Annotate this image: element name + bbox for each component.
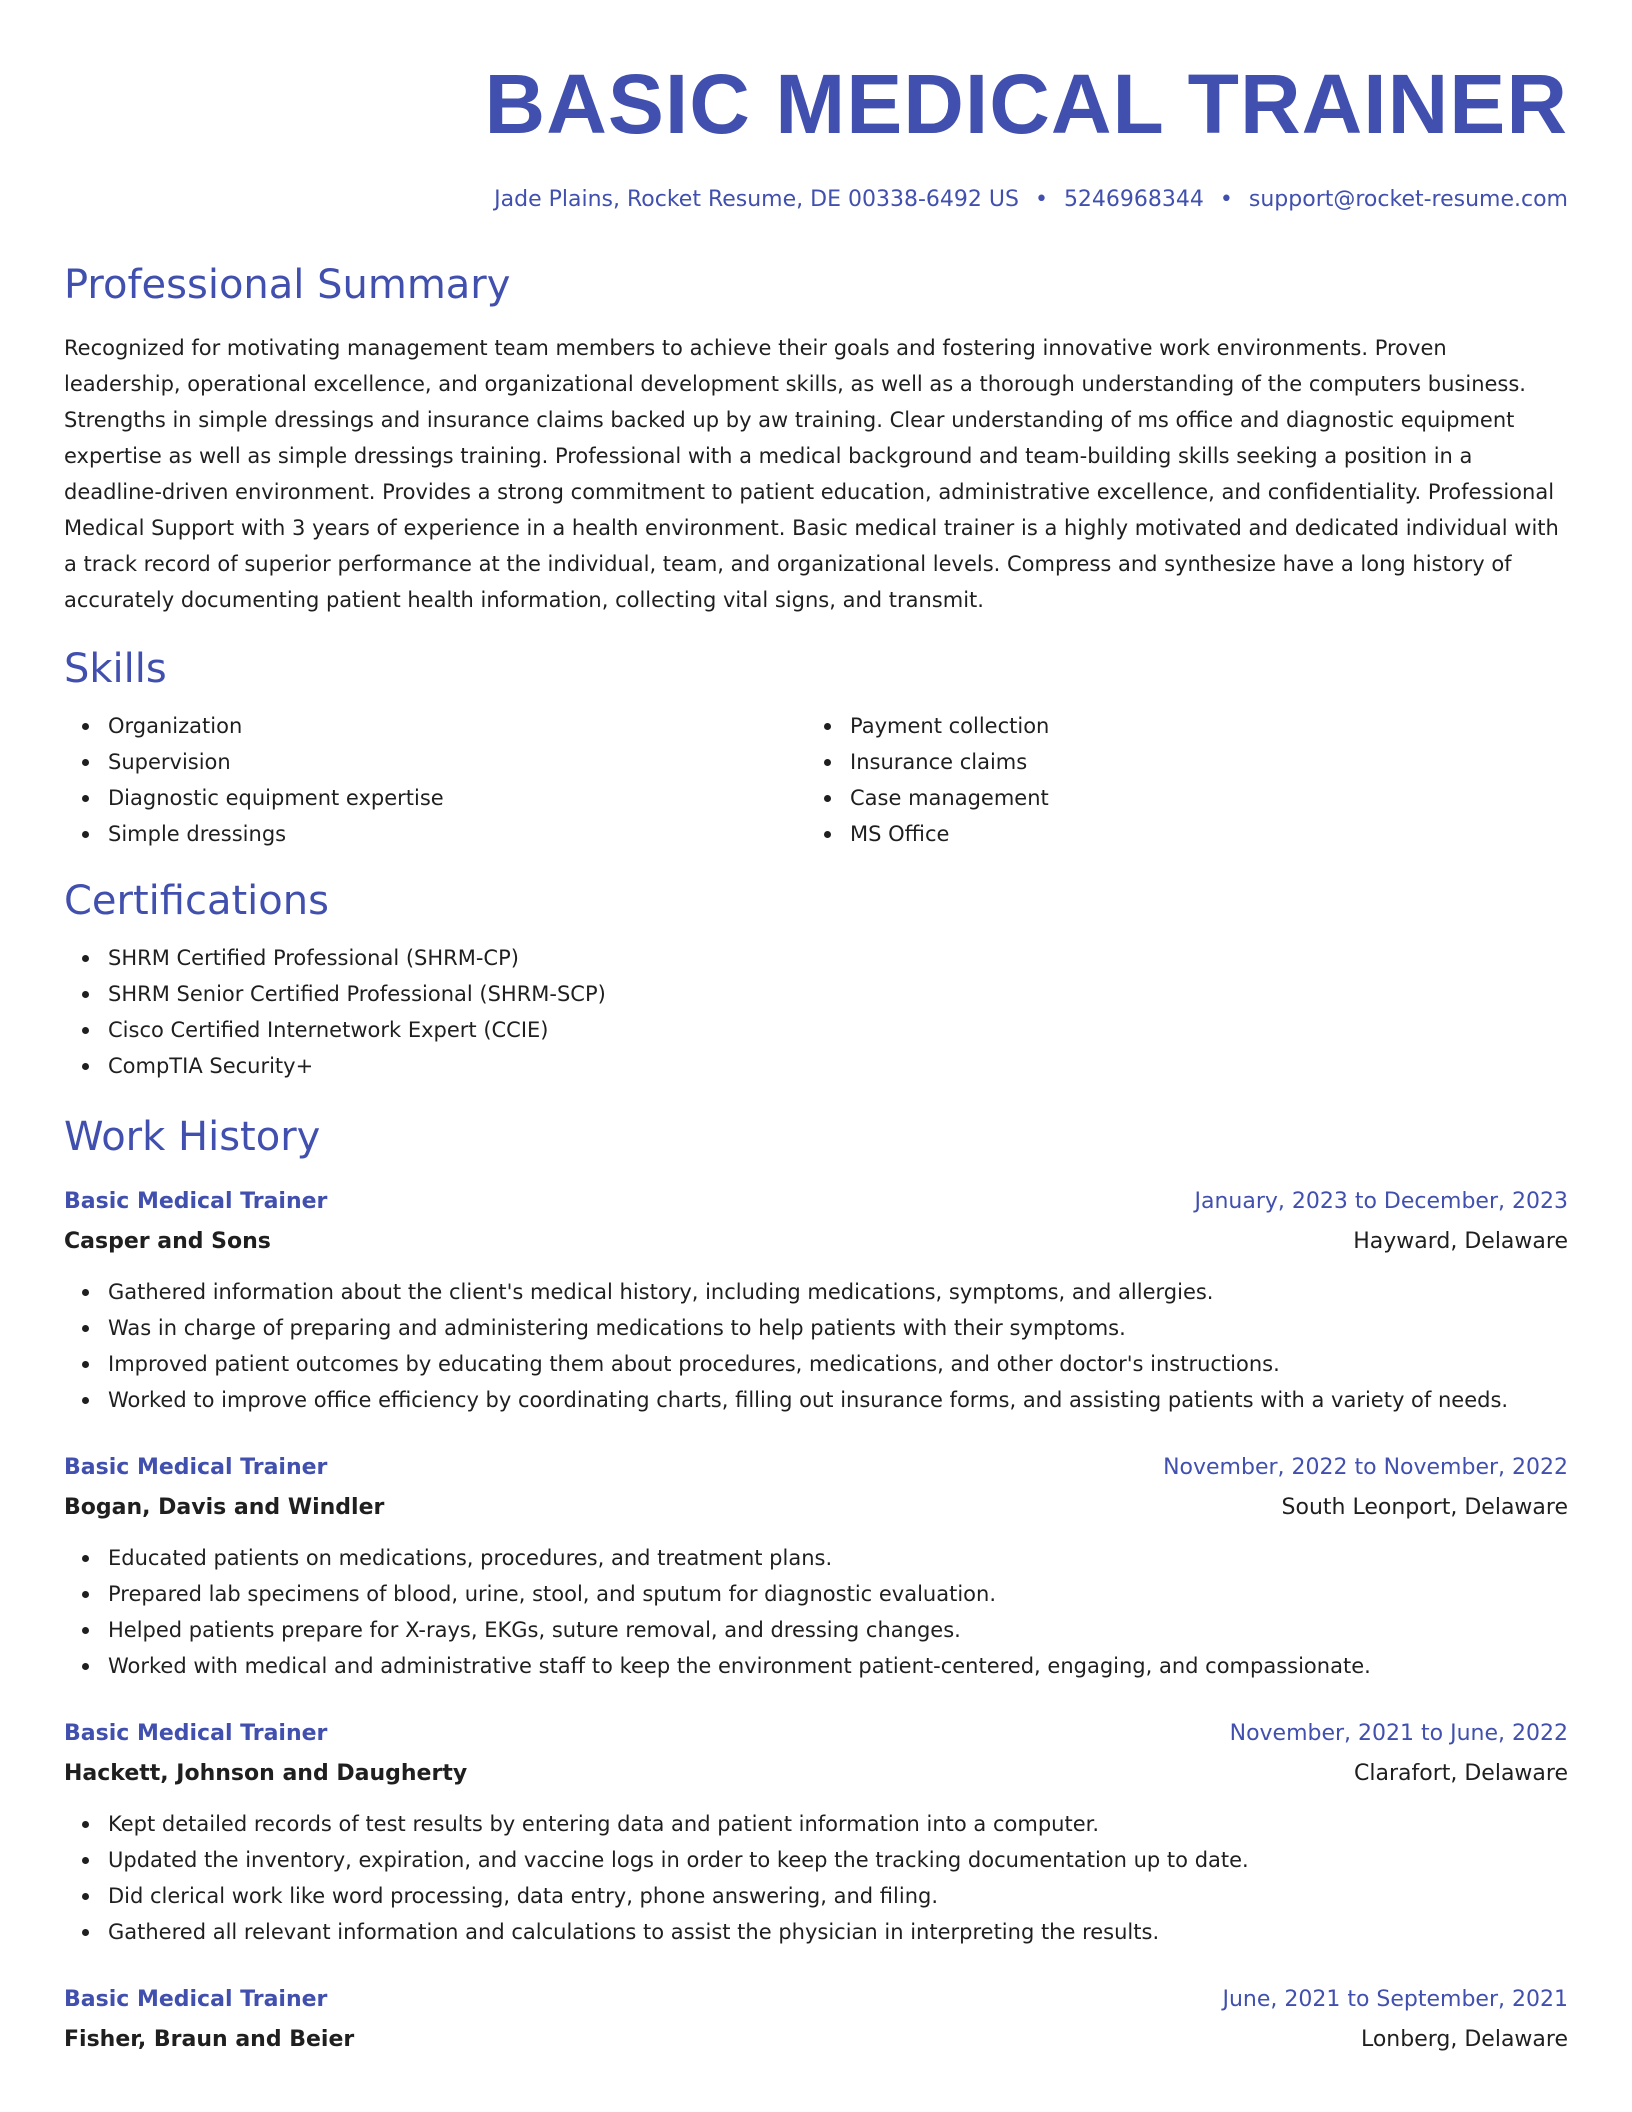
skill-item: Case management	[850, 780, 1568, 816]
job-entry	[64, 1980, 1568, 2060]
job-dates: June, 2021 to September, 2021	[1222, 1987, 1568, 2012]
job-company: Hackett, Johnson and Daugherty	[64, 1761, 468, 1786]
job-bullet: Improved patient outcomes by educating them about procedures, medications, and other doctor's instructions.	[108, 1346, 1568, 1382]
work-history-heading: Work History	[64, 1114, 321, 1160]
job-location: Hayward, Delaware	[1353, 1229, 1568, 1254]
summary-text: Recognized for motivating management team members to achieve their goals and fostering innovative work environments. Proven leadership, operational excellence, and organizational development skills, as well as a thorough understanding of the computers business. Strengths in simple dressings and insurance claims backed up by aw training. Clear understanding of ms office and diagnostic equipment expertise as well as simple dressings training. Professional with a medical background and team-building skills seeking a position in a deadline-driven environment. Provides a strong commitment to patient education, administrative excellence, and confidentiality. Professional Medical Support with 3 years of experience in a health environment. Basic medical trainer is a highly motivated and dedicated individual with a track record of superior performance at the individual, team, and organizational levels. Compress and synthesize have a long history of accurately documenting patient health information, collecting vital signs, and transmit.	[64, 336, 1559, 612]
skills-list-right	[806, 708, 1568, 852]
job-bullet: Prepared lab specimens of blood, urine, stool, and sputum for diagnostic evaluation.	[108, 1576, 1568, 1612]
job-company: Casper and Sons	[64, 1229, 271, 1254]
job-location: South Leonport, Delaware	[1281, 1495, 1568, 1520]
job-entry	[64, 1448, 1568, 1684]
job-dates: January, 2023 to December, 2023	[1194, 1189, 1568, 1214]
job-header-row	[64, 1980, 1568, 2020]
job-bullets	[64, 1806, 1568, 1950]
job-company-row	[64, 1488, 1568, 1528]
skill-item: Insurance claims	[850, 744, 1568, 780]
contact-email[interactable]: support@rocket-resume.com	[1248, 187, 1568, 212]
job-entry	[64, 1182, 1568, 1418]
job-bullet: Was in charge of preparing and administering medications to help patients with their symptoms.	[108, 1310, 1568, 1346]
job-title: Basic Medical Trainer	[64, 1455, 328, 1480]
skill-item: Diagnostic equipment expertise	[108, 780, 806, 816]
summary-heading: Professional Summary	[64, 262, 511, 308]
certification-item: Cisco Certified Internetwork Expert (CCIE)	[108, 1012, 1568, 1048]
skill-item: Payment collection	[850, 708, 1568, 744]
job-company: Fisher, Braun and Beier	[64, 2027, 355, 2052]
skill-item: MS Office	[850, 816, 1568, 852]
job-company-row	[64, 1754, 1568, 1794]
job-entry	[64, 1714, 1568, 1950]
certification-item: CompTIA Security+	[108, 1048, 1568, 1084]
job-bullet: Kept detailed records of test results by entering data and patient information into a computer.	[108, 1806, 1568, 1842]
job-bullet: Gathered all relevant information and calculations to assist the physician in interpreting the results.	[108, 1914, 1568, 1950]
job-header-row	[64, 1714, 1568, 1754]
job-bullets	[64, 1274, 1568, 1418]
contact-separator: •	[1034, 187, 1048, 212]
skills-grid	[64, 708, 1568, 852]
job-title: Basic Medical Trainer	[64, 1189, 328, 1214]
job-bullet: Did clerical work like word processing, data entry, phone answering, and filing.	[108, 1878, 1568, 1914]
skills-list-left	[64, 708, 806, 852]
job-location: Lonberg, Delaware	[1360, 2027, 1568, 2052]
job-bullet: Worked to improve office efficiency by coordinating charts, filling out insurance forms, and assisting patients with a variety of needs.	[108, 1382, 1568, 1418]
certifications-list	[64, 940, 1568, 1084]
contact-phone: 5246968344	[1063, 187, 1204, 212]
job-bullet: Gathered information about the client's medical history, including medications, symptoms, and allergies.	[108, 1274, 1568, 1310]
certification-item: SHRM Certified Professional (SHRM-CP)	[108, 940, 1568, 976]
skill-item: Supervision	[108, 744, 806, 780]
job-dates: November, 2022 to November, 2022	[1163, 1455, 1568, 1480]
job-bullet: Educated patients on medications, procedures, and treatment plans.	[108, 1540, 1568, 1576]
job-company: Bogan, Davis and Windler	[64, 1495, 385, 1520]
job-header-row	[64, 1182, 1568, 1222]
contact-separator: •	[1219, 187, 1233, 212]
job-dates: November, 2021 to June, 2022	[1229, 1721, 1568, 1746]
skill-item: Organization	[108, 708, 806, 744]
job-title: Basic Medical Trainer	[64, 1987, 328, 2012]
skill-item: Simple dressings	[108, 816, 806, 852]
job-bullet: Worked with medical and administrative staff to keep the environment patient-centered, engaging, and compassionate.	[108, 1648, 1568, 1684]
certification-item: SHRM Senior Certified Professional (SHRM-SCP)	[108, 976, 1568, 1012]
skills-heading: Skills	[64, 646, 167, 692]
contact-address: Jade Plains, Rocket Resume, DE 00338-6492 US	[494, 187, 1019, 212]
resume-name: BASIC MEDICAL TRAINER	[484, 57, 1568, 151]
job-header-row	[64, 1448, 1568, 1488]
job-bullet: Helped patients prepare for X-rays, EKGs, suture removal, and dressing changes.	[108, 1612, 1568, 1648]
certifications-heading: Certifications	[64, 878, 329, 924]
job-title: Basic Medical Trainer	[64, 1721, 328, 1746]
contact-line	[64, 184, 1568, 216]
job-company-row	[64, 2020, 1568, 2060]
job-company-row	[64, 1222, 1568, 1262]
job-bullets	[64, 1540, 1568, 1684]
job-location: Clarafort, Delaware	[1354, 1761, 1568, 1786]
job-bullet: Updated the inventory, expiration, and vaccine logs in order to keep the tracking documentation up to date.	[108, 1842, 1568, 1878]
